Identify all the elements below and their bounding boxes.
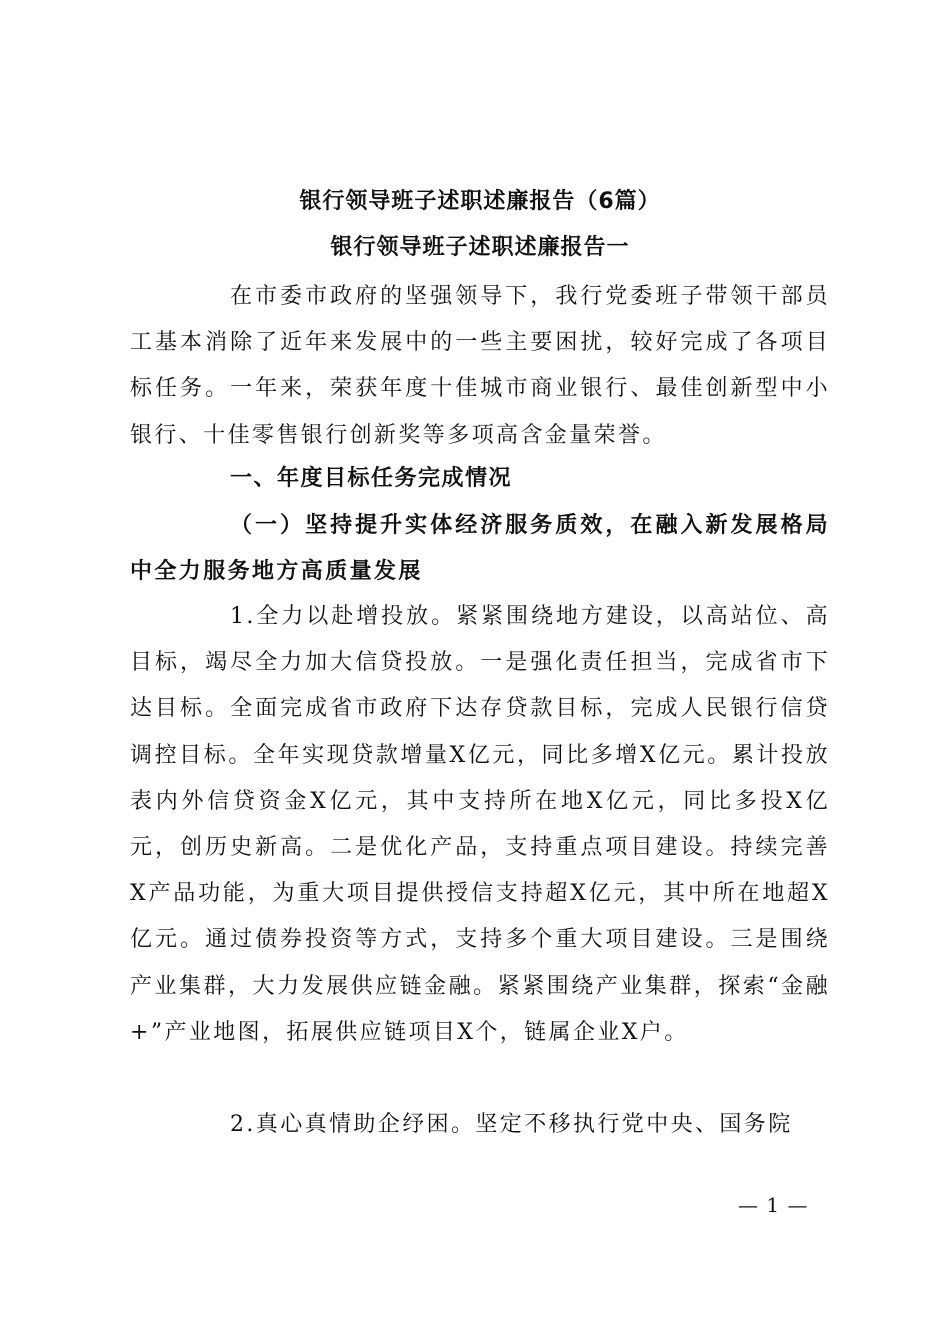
- subsection-heading: （一）坚持提升实体经济服务质效，在融入新发展格局中全力服务地方高质量发展: [130, 512, 830, 585]
- document-title: 银行领导班子述职述廉报告（6篇）: [299, 189, 661, 214]
- section-heading: 一、年度目标任务完成情况: [230, 466, 513, 491]
- intro-paragraph: 在市委市政府的坚强领导下，我行党委班子带领干部员工基本消除了近年来发展中的一些主要困扰，较好完成了各项目标任务。一年来，荣获年度十佳城市商业银行、最佳创新型中小银行、十佳零售银行创新奖等多项高含金量荣誉。: [130, 284, 830, 448]
- item-1-paragraph: 1.全力以赴增投放。紧紧围绕地方建设，以高站位、高目标，竭尽全力加大信贷投放。一是强化责任担当，完成省市下达目标。全面完成省市政府下达存贷款目标，完成人民银行信贷调控目标。全年实现贷款增量X亿元，同比多增X亿元。累计投放表内外信贷资金X亿元，其中支持所在地X亿元，同比多投X亿元，创历史新高。二是优化产品，支持重点项目建设。持续完善X产品功能，为重大项目提供授信支持超X亿元，其中所在地超X亿元。通过债券投资等方式，支持多个重大项目建设。三是围绕产业集群，大力发展供应链金融。紧紧围绕产业集群，探索“金融+”产业地图，拓展供应链项目X个，链属企业X户。: [130, 604, 830, 1045]
- page-number: — 1 —: [738, 1193, 809, 1217]
- document-subtitle: 银行领导班子述职述廉报告一: [330, 235, 630, 260]
- item-2-paragraph: 2.真心真情助企纾困。坚定不移执行党中央、国务院: [230, 1112, 793, 1137]
